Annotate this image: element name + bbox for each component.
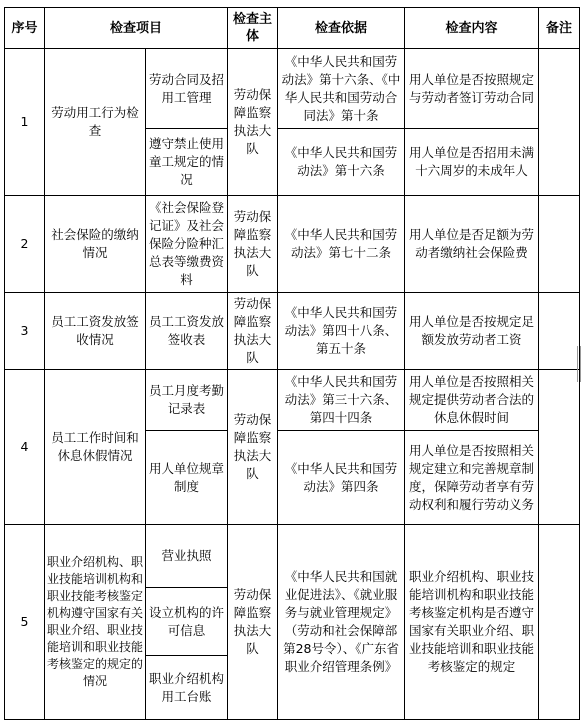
table-row [5,293,580,370]
row-item: 员工工作时间和休息休假情况 [45,370,146,525]
table-row [5,525,580,588]
row-content: 用人单位是否按照相关规定建立和完善规章制度，保障劳动者享有劳动权利和履行劳动义务 [405,431,539,525]
sub-item: 设立机构的许可信息 [146,588,228,656]
row-content: 用人单位是否招用未满十六周岁的未成年人 [405,129,539,196]
row-basis: 《中华人民共和国劳动法》第七十二条 [278,196,405,293]
table-row [5,49,580,129]
row-number: 2 [5,196,45,293]
row-subject: 劳动保障监察执法大队 [228,370,278,525]
row-content: 用人单位是否按规定足额发放劳动者工资 [405,293,539,370]
row-remark [539,293,580,370]
row-content: 用人单位是否按照规定与劳动者签订劳动合同 [405,49,539,129]
row-content: 用人单位是否按照相关规定提供劳动者合法的休息休假时间 [405,370,539,431]
row-basis: 《中华人民共和国劳动法》第三十六条、第四十四条 [278,370,405,431]
row-subject: 劳动保障监察执法大队 [228,293,278,370]
sub-item: 遵守禁止使用童工规定的情况 [146,129,228,196]
sub-item: 职业介绍机构用工台账 [146,656,228,720]
header-item: 检查项目 [45,8,228,49]
header-no: 序号 [5,8,45,49]
row-subject: 劳动保障监察执法大队 [228,196,278,293]
table-row [5,196,580,293]
row-number: 1 [5,49,45,196]
row-remark [539,370,580,525]
header-remark: 备注 [539,8,580,49]
row-remark [539,49,580,196]
row-number: 3 [5,293,45,370]
row-item: 社会保险的缴纳情况 [45,196,146,293]
row-item: 劳动用工行为检查 [45,49,146,196]
row-subject: 劳动保障监察执法大队 [228,525,278,720]
row-remark [539,196,580,293]
header-basis: 检查依据 [278,8,405,49]
row-basis: 《中华人民共和国劳动法》第四条 [278,431,405,525]
sub-item: 劳动合同及招用工管理 [146,49,228,129]
sub-item: 员工工资发放签收表 [146,293,228,370]
row-item: 员工工资发放签收情况 [45,293,146,370]
row-basis: 《中华人民共和国劳动法》第十六条 [278,129,405,196]
row-content: 用人单位是否足额为劳动者缴纳社会保险费 [405,196,539,293]
row-basis: 《中华人民共和国劳动法》第十六条、《中华人民共和国劳动合同法》第十条 [278,49,405,129]
header-content: 检查内容 [405,8,539,49]
sub-item: 用人单位规章制度 [146,431,228,525]
scrollbar-marker [577,346,581,382]
sub-item: 员工月度考勤记录表 [146,370,228,431]
table-row [5,370,580,431]
top-strip [0,0,582,7]
row-number: 4 [5,370,45,525]
row-content: 职业介绍机构、职业技能培训机构和职业技能考核鉴定机构是否遵守国家有关职业介绍、职业技能培训和职业技能考核鉴定的规定 [405,525,539,720]
row-item: 职业介绍机构、职业技能培训机构和职业技能考核鉴定机构遵守国家有关职业介绍、职业技能培训和职业技能考核鉴定的规定的情况 [45,525,146,720]
header-subject: 检查主体 [228,8,278,49]
sub-item: 《社会保险登记证》及社会保险分险种汇总表等缴费资料 [146,196,228,293]
row-remark [539,525,580,720]
row-number: 5 [5,525,45,720]
inspection-table [4,7,580,720]
row-subject: 劳动保障监察执法大队 [228,49,278,196]
row-basis: 《中华人民共和国就业促进法》、《就业服务与就业管理规定》（劳动和社会保障部第28号令）、《广东省职业介绍管理条例》 [278,525,405,720]
row-basis: 《中华人民共和国劳动法》第四十八条、第五十条 [278,293,405,370]
sub-item: 营业执照 [146,525,228,588]
header-row [5,8,580,49]
